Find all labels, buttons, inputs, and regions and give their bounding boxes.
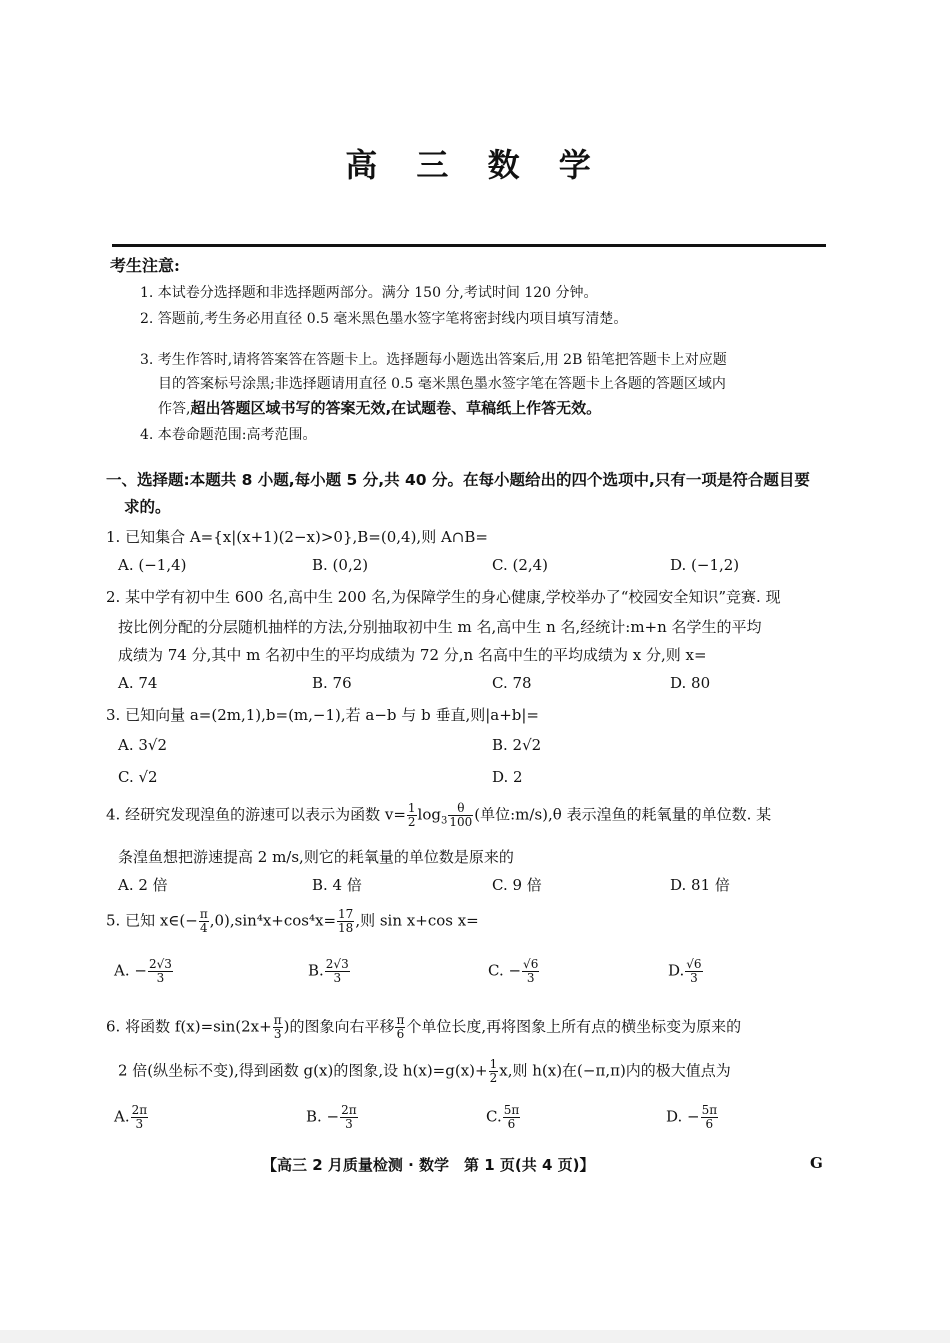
q4-option-d: D. 81 倍: [670, 876, 730, 894]
q6-c-num: 5π: [503, 1103, 520, 1117]
q6-line2-post: x,则 h(x)在(−π,π)内的极大值点为: [499, 1061, 731, 1080]
q5-post: ,则 sin x+cos x=: [355, 911, 479, 930]
q3-stem: 3. 已知向量 a=(2m,1),b=(m,−1),若 a−b 与 b 垂直,则|a+b|=: [106, 706, 540, 724]
q5-pi4-num: π: [199, 907, 208, 921]
q6-a-den: 3: [135, 1117, 144, 1131]
notice-heading: 考生注意:: [110, 256, 180, 275]
q5-c-den: 3: [526, 971, 535, 985]
q4-frac1-num: 1: [407, 801, 416, 815]
notice-line-3a: 3. 考生作答时,请将答案答在答题卡上。选择题每小题选出答案后,用 2B 铅笔把答题卡上对应题: [140, 352, 727, 368]
q5-fraction-17-18: [337, 908, 354, 935]
q4-option-a: A. 2 倍: [118, 876, 168, 894]
q6-option-a-fraction: [131, 1104, 149, 1131]
q6-stem-line-2: [118, 1058, 731, 1085]
q6-mid: )的图象向右平移: [283, 1017, 395, 1036]
notice-line-3c-pre: 作答,: [158, 401, 191, 417]
q5-d-den: 3: [690, 971, 698, 985]
q5-pre: 5. 已知 x∈(−: [106, 911, 198, 930]
q6-post: 个单位长度,再将图象上所有点的横坐标变为原来的: [406, 1017, 742, 1036]
q5-option-d: [668, 958, 704, 985]
header-rule: [112, 244, 826, 247]
q6-option-d-fraction: [701, 1104, 719, 1131]
q6-option-c: [486, 1104, 521, 1131]
q6-b-den: 3: [345, 1117, 353, 1131]
section-1-line-1: 一、选择题:本题共 8 小题,每小题 5 分,共 40 分。在每小题给出的四个选项中,只有一项是符合题目要: [106, 471, 810, 489]
q5-mid: ,0),sin⁴x+cos⁴x=: [209, 911, 337, 930]
section-1-line-2: 求的。: [124, 498, 171, 516]
notice-line-4: 4. 本卷命题范围:高考范围。: [140, 427, 317, 443]
q6-pre: 6. 将函数 f(x)=sin(2x+: [106, 1017, 272, 1036]
q6-option-b-fraction: [340, 1104, 358, 1131]
q1-option-d: D. (−1,2): [670, 556, 740, 574]
page-title: 高 三 数 学: [345, 146, 605, 184]
bottom-band: [0, 1330, 950, 1343]
q6-pi3-num: π: [273, 1013, 282, 1027]
q4-stem-line-2: 条湟鱼想把游速提高 2 m/s,则它的耗氧量的单位数是原来的: [118, 848, 514, 866]
q4-pre: 4. 经研究发现湟鱼的游速可以表示为函数 v=: [106, 805, 406, 824]
q4-log: log: [417, 805, 441, 824]
q5-option-d-fraction: [685, 958, 702, 985]
q2-option-b: B. 76: [312, 674, 352, 692]
q6-half-den: 2: [489, 1071, 498, 1085]
q6-option-d-label: D. −: [666, 1107, 700, 1126]
notice-line-3c: [158, 397, 601, 418]
q4-frac2-num: θ: [448, 802, 473, 816]
q5-fraction-pi4: [199, 908, 209, 935]
q4-post: (单位:m/s),θ 表示湟鱼的耗氧量的单位数. 某: [474, 805, 772, 824]
q5-c-num: √6: [523, 957, 539, 971]
q3-option-d: D. 2: [492, 768, 523, 786]
q5-frac-den: 18: [338, 921, 354, 935]
q3-option-c: C. √2: [118, 768, 158, 786]
q6-fraction-pi3: [273, 1014, 283, 1041]
q6-option-c-label: C.: [486, 1107, 502, 1126]
q5-b-den: 3: [333, 971, 342, 985]
q5-stem: [106, 908, 479, 935]
notice-line-2: 2. 答题前,考生务必用直径 0.5 毫米黑色墨水签字笔将密封线内项目填写清楚。: [140, 311, 628, 327]
q5-option-a-fraction: [148, 958, 173, 985]
q6-line2-pre: 2 倍(纵坐标不变),得到函数 g(x)的图象,设 h(x)=g(x)+: [118, 1061, 488, 1080]
q6-pi3-den: 3: [273, 1027, 282, 1041]
q4-option-c: C. 9 倍: [492, 876, 542, 894]
q6-d-den: 6: [705, 1117, 714, 1131]
q5-a-den: 3: [156, 971, 165, 985]
q5-option-c: [488, 958, 540, 985]
q4-frac1-den: 2: [407, 815, 416, 829]
q6-option-c-fraction: [503, 1104, 521, 1131]
q4-log-base: 3: [440, 815, 448, 827]
q5-d-num: √6: [686, 957, 702, 971]
q6-pi6-den: 6: [396, 1027, 405, 1041]
q5-b-num: 2√3: [325, 957, 349, 971]
q2-option-d: D. 80: [670, 674, 711, 692]
q4-frac2-den: 100: [449, 815, 473, 829]
q3-option-a: A. 3√2: [118, 736, 168, 754]
q5-option-b-label: B.: [308, 961, 324, 980]
q2-option-a: A. 74: [118, 674, 158, 692]
q6-option-a: [114, 1104, 149, 1131]
q5-option-b: [308, 958, 351, 985]
q5-a-num: 2√3: [148, 957, 172, 971]
q1-option-a: A. (−1,4): [118, 556, 187, 574]
paper-code: G: [810, 1154, 823, 1172]
q2-line-3: 成绩为 74 分,其中 m 名初中生的平均成绩为 72 分,n 名高中生的平均成绩为 x 分,则 x=: [118, 646, 707, 664]
q6-half-num: 1: [489, 1057, 498, 1071]
q2-option-c: C. 78: [492, 674, 532, 692]
q1-stem: 1. 已知集合 A={x|(x+1)(2−x)>0},B=(0,4),则 A∩B=: [106, 528, 488, 546]
notice-line-3b: 目的答案标号涂黑;非选择题请用直径 0.5 毫米黑色墨水签字笔在答题卡上各题的答题区域内: [158, 376, 726, 392]
q6-c-den: 6: [507, 1117, 516, 1131]
q5-option-a: [114, 958, 174, 985]
q4-option-b: B. 4 倍: [312, 876, 362, 894]
q1-option-b: B. (0,2): [312, 556, 369, 574]
q5-option-c-label: C. −: [488, 961, 522, 980]
q5-option-c-fraction: [522, 958, 539, 985]
q5-frac-num: 17: [338, 907, 354, 921]
q6-option-b-label: B. −: [306, 1107, 340, 1126]
page-footer: 【高三 2 月质量检测 · 数学 第 1 页(共 4 页)】: [262, 1156, 595, 1174]
q4-stem-line-1: [106, 802, 771, 829]
q4-fraction-half: [407, 802, 417, 829]
notice-line-3c-bold: 超出答题区域书写的答案无效,在试题卷、草稿纸上作答无效。: [190, 399, 602, 417]
q6-stem-line-1: [106, 1014, 741, 1041]
q6-a-num: 2π: [131, 1103, 148, 1117]
q5-option-a-label: A. −: [114, 961, 147, 980]
q1-option-c: C. (2,4): [492, 556, 549, 574]
q6-d-num: 5π: [701, 1103, 718, 1117]
q6-option-b: [306, 1104, 359, 1131]
q6-pi6-num: π: [396, 1013, 405, 1027]
q2-line-2: 按比例分配的分层随机抽样的方法,分别抽取初中生 m 名,高中生 n 名,经统计:m+n 名学生的平均: [118, 618, 762, 636]
q6-option-a-label: A.: [114, 1107, 130, 1126]
q5-pi4-den: 4: [199, 921, 208, 935]
notice-line-1: 1. 本试卷分选择题和非选择题两部分。满分 150 分,考试时间 120 分钟。: [140, 285, 598, 301]
q6-fraction-half: [489, 1058, 499, 1085]
q2-line-1: 2. 某中学有初中生 600 名,高中生 200 名,为保障学生的身心健康,学校举办了“校园安全知识”竞赛. 现: [106, 588, 781, 606]
q4-fraction-theta: [448, 802, 473, 829]
q3-option-b: B. 2√2: [492, 736, 542, 754]
q6-fraction-pi6: [395, 1014, 405, 1041]
q6-b-num: 2π: [341, 1103, 357, 1117]
q5-option-b-fraction: [325, 958, 350, 985]
q5-option-d-label: D.: [668, 961, 685, 980]
q6-option-d: [666, 1104, 719, 1131]
